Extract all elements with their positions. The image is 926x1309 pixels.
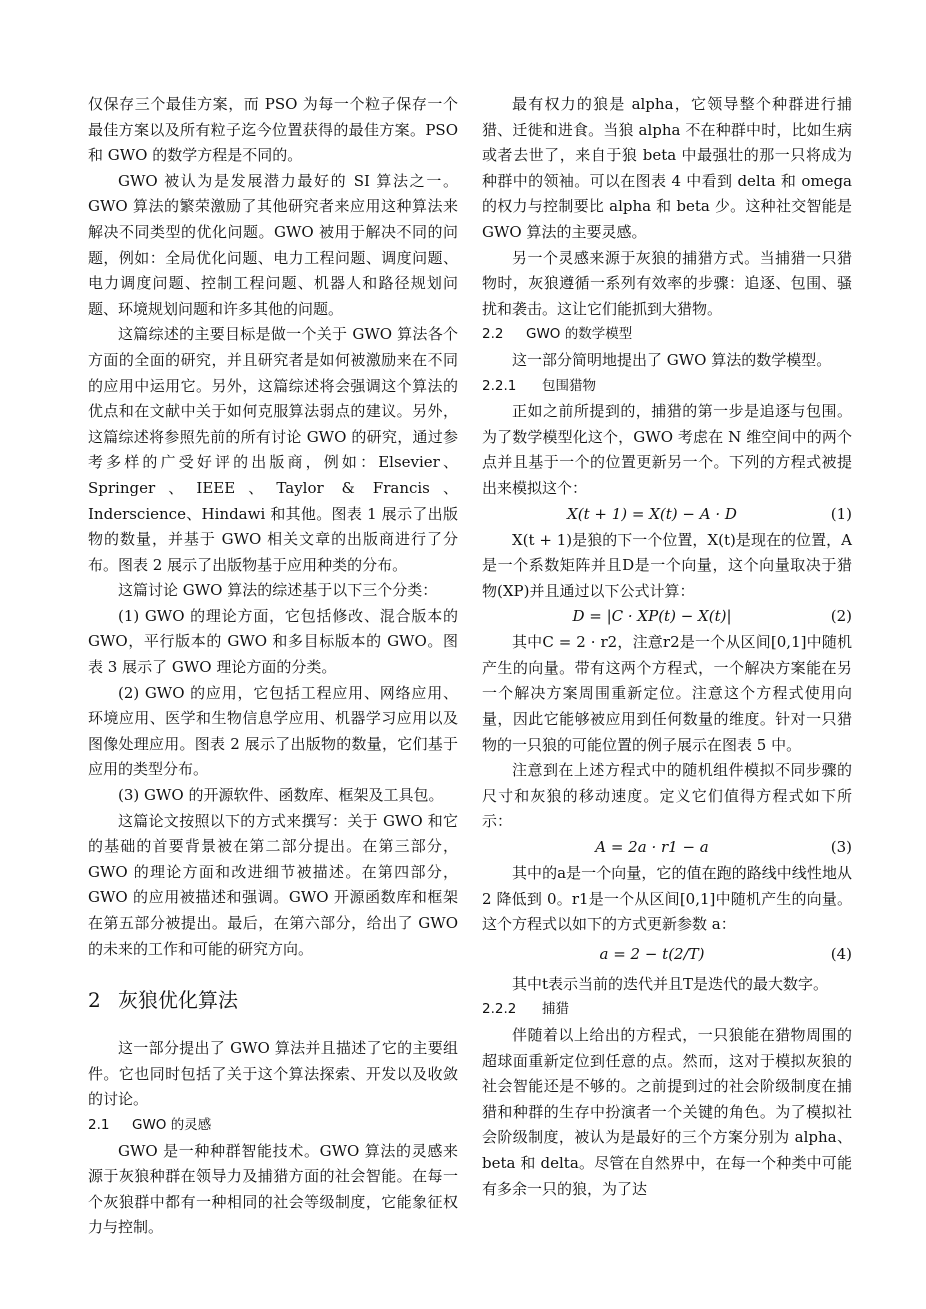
equation-body: D = |C · XP(t) − X(t)| <box>572 607 732 626</box>
equation-number: (1) <box>830 504 852 523</box>
paragraph: 这篇综述的主要目标是做一个关于 GWO 算法各个方面的全面的研究，并且研究者是如何被激励来在不同的应用中运用它。另外，这篇综述将会强调这个算法的优点和在文献中关于如何克服算法弱点的建议。另外，这篇综述将参照先前的所有讨论 GWO 的研究，通过参考多样的广受好评的出版商，例如：Elsevier、Springer、IEEE、Taylor & Francis、Inderscience、Hindawi 和其他。图表 1 展示了出版物的数量，并基于 GWO 相关文章的出版商进行了分布。图表 2 展示了出版物基于应用种类的分布。 <box>88 325 458 574</box>
paragraph: 另一个灵感来源于灰狼的捕猎方式。当捕猎一只猎物时，灰狼遵循一系列有效率的步骤：追逐、包围、骚扰和袭击。这让它们能抓到大猎物。 <box>482 248 852 318</box>
equation-number: (2) <box>830 607 852 626</box>
paragraph: 这一部分简明地提出了 GWO 算法的数学模型。 <box>512 350 832 369</box>
subsection-title: GWO 的数学模型 <box>526 326 633 343</box>
paragraph: 正如之前所提到的，捕猎的第一步是追逐与包围。为了数学模型化这个，GWO 考虑在 N 维空间中的两个点并且基于一个的位置更新另一个。下列的方程式被提出来模拟这个： <box>482 402 852 497</box>
subsection-heading <box>482 374 852 400</box>
subsection-heading <box>482 322 852 348</box>
subsection-heading <box>88 1113 458 1139</box>
subsection-number: 2.2.1 <box>482 377 517 394</box>
paragraph: (1) GWO 的理论方面，它包括修改、混合版本的 GWO，平行版本的 GWO 和多目标版本的 GWO。图表 3 展示了 GWO 理论方面的分类。 <box>88 606 458 677</box>
paragraph: 其中C = 2 · r2，注意r2是一个从区间[0,1]中随机产生的向量。带有这两个方程式，一个解决方案能在另一个解决方案周围重新定位。注意这个方程式使用向量，因此它能够被应用到任何数量的维度。针对一只猎物的一只狼的可能位置的例子展示在图表 5 中。 <box>482 633 852 754</box>
equation-3 <box>482 835 852 861</box>
subsection-heading <box>482 997 852 1023</box>
paragraph: (3) GWO 的开源软件、函数库、框架及工具包。 <box>118 786 444 805</box>
section-title: 灰狼优化算法 <box>118 988 238 1013</box>
left-column <box>88 92 458 1241</box>
subsection-title: GWO 的灵感 <box>132 1116 212 1133</box>
paragraph: 伴随着以上给出的方程式，一只狼能在猎物周围的超球面重新定位到任意的点。然而，这对于模拟灰狼的社会智能还是不够的。之前提到过的社会阶级制度在捕猎和种群的生存中扮演者一个关键的角色。为了模拟社会阶级制度，被认为是最好的三个方案分别为 alpha、beta 和 delta。尽管在自然界中，在每一个种类中可能有多余一只的狼，为了达 <box>482 1026 852 1198</box>
right-column <box>482 92 852 1202</box>
paragraph: 这篇讨论 GWO 算法的综述基于以下三个分类： <box>118 581 438 600</box>
paragraph: 其中的a是一个向量，它的值在跑的路线中线性地从 2 降低到 0。r1是一个从区间[0,1]中随机产生的向量。这个方程式以如下的方式更新参数 a： <box>482 864 852 934</box>
equation-number: (3) <box>830 838 852 857</box>
paragraph: 这篇论文按照以下的方式来撰写：关于 GWO 和它的基础的首要背景被在第二部分提出。在第三部分，GWO 的理论方面和改进细节被描述。在第四部分，GWO 的应用被描述和强调。GWO 开源函数库和框架在第五部分被提出。最后，在第六部分，给出了 GWO 的未来的工作和可能的研究方向。 <box>88 811 458 958</box>
subsection-number: 2.2.2 <box>482 1001 517 1018</box>
subsection-number: 2.1 <box>88 1116 110 1133</box>
paragraph: 注意到在上述方程式中的随机组件模拟不同步骤的尺寸和灰狼的移动速度。定义它们值得方程式如下所示： <box>482 761 852 831</box>
paragraph: GWO 被认为是发展潜力最好的 SI 算法之一。GWO 算法的繁荣激励了其他研究者来应用这种算法来解决不同类型的优化问题。GWO 被用于解决不同的问题，例如：全局优化问题、电力工程问题、调度问题、电力调度问题、控制工程问题、机器人和路径规划问题、环境规划问题和许多其他的问题。 <box>88 171 458 318</box>
equation-body: A = 2a · r1 − a <box>595 838 709 857</box>
equation-body: a = 2 − t(2/T) <box>599 944 705 963</box>
paragraph: X(t + 1)是狼的下一个位置，X(t)是现在的位置，A是一个系数矩阵并且D是一个向量，这个向量取决于猎物(XP)并且通过以下公式计算： <box>482 530 852 600</box>
paragraph: GWO 是一种种群智能技术。GWO 算法的灵感来源于灰狼种群在领导力及捕猎方面的社会智能。在每一个灰狼群中都有一种相同的社会等级制度，它能象征权力与控制。 <box>88 1141 458 1237</box>
equation-body: X(t + 1) = X(t) − A · D <box>567 504 737 523</box>
equation-1 <box>482 502 852 528</box>
paragraph: 其中t表示当前的迭代并且T是迭代的最大数字。 <box>512 974 829 993</box>
subsection-title: 捕猎 <box>542 1001 569 1018</box>
subsection-number: 2.2 <box>482 326 504 343</box>
section-heading <box>88 986 458 1014</box>
section-number: 2 <box>88 988 101 1013</box>
paragraph: (2) GWO 的应用，它包括工程应用、网络应用、环境应用、医学和生物信息学应用、机器学习应用以及图像处理应用。图表 2 展示了出版物的数量，它们基于应用的类型分布。 <box>88 683 458 779</box>
paragraph: 最有权力的狼是 alpha，它领导整个种群进行捕猎、迁徙和进食。当狼 alpha 不在种群中时，比如生病或者去世了，来自于狼 beta 中最强壮的那一只将成为种群中的领袖。可以在图表 4 中看到 delta 和 omega 的权力与控制要比 alpha 和 beta 少。这种社交智能是 GWO 算法的主要灵感。 <box>482 95 852 241</box>
paragraph: 仅保存三个最佳方案，而 PSO 为每一个粒子保存一个最佳方案以及所有粒子迄今位置获得的最佳方案。PSO 和 GWO 的数学方程是不同的。 <box>88 95 458 165</box>
equation-2 <box>482 604 852 630</box>
equation-number: (4) <box>830 944 852 963</box>
paragraph: 这一部分提出了 GWO 算法并且描述了它的主要组件。它也同时包括了关于这个算法探索、开发以及收敛的讨论。 <box>88 1039 458 1109</box>
subsection-title: 包围猎物 <box>542 377 596 394</box>
equation-4 <box>482 938 852 972</box>
